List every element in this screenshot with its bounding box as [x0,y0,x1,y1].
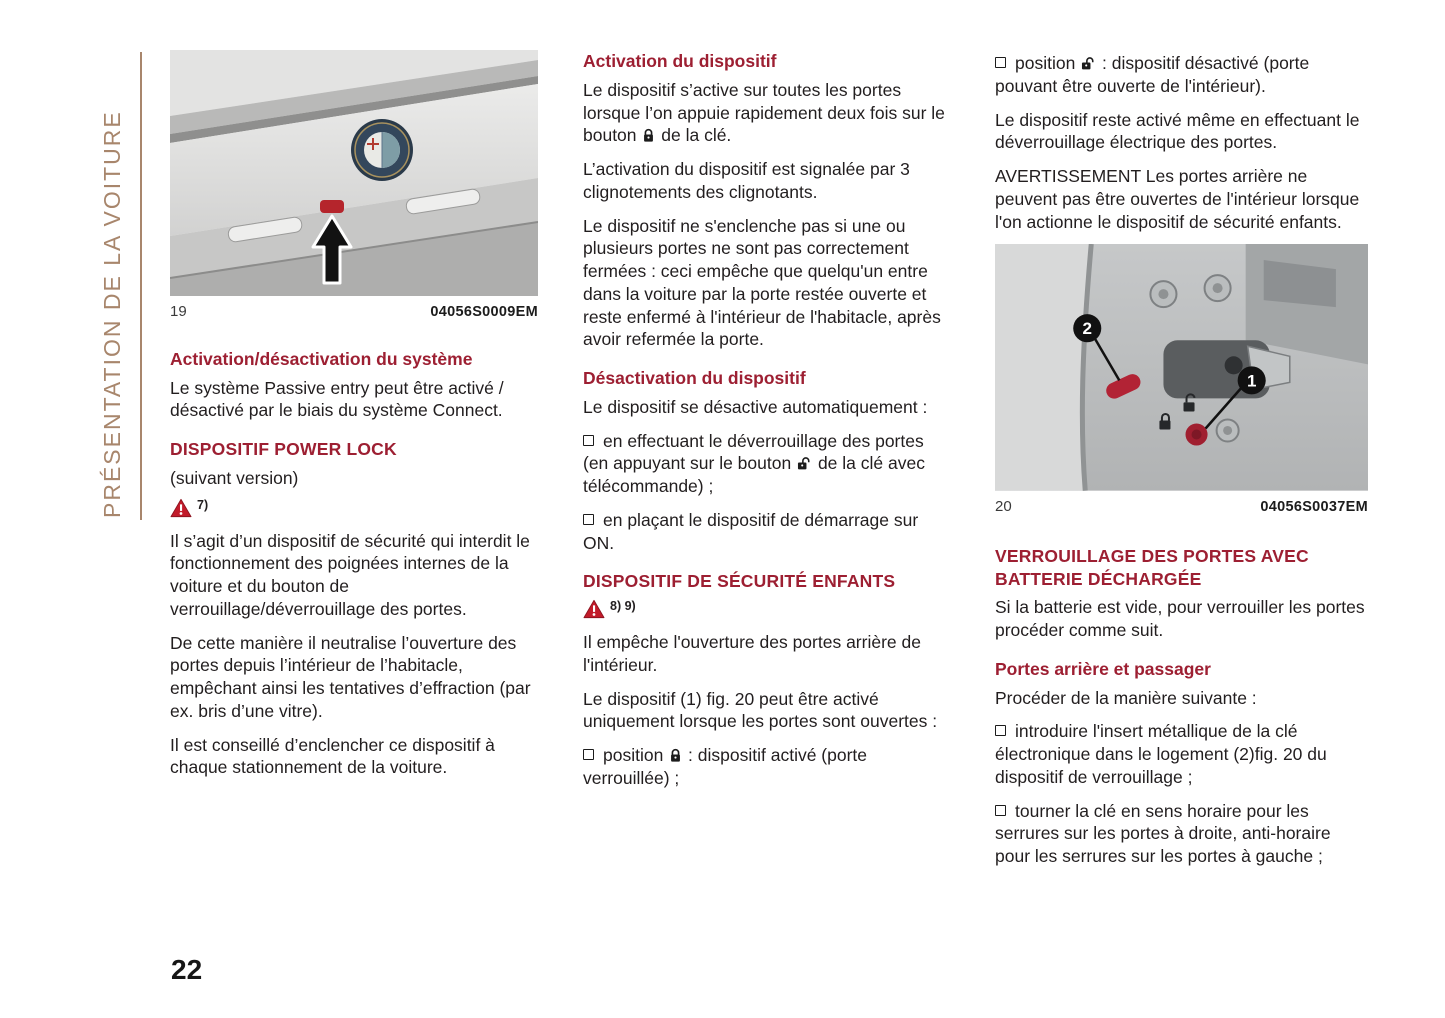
lock-open-icon [1080,52,1097,75]
heading-device-deactivation: Désactivation du dispositif [583,368,806,388]
paragraph: Il s’agit d’un dispositif de sécurité qui interdit le fonctionnement des poignées internes de la voiture et du bouton de verrouillage/déverrouillage des portes. [170,530,530,619]
paragraph: Le dispositif (1) fig. 20 peut être activé uniquement lorsque les portes sont ouvertes : [583,688,938,732]
heading-system-activation: Activation/désactivation du système [170,348,473,369]
paragraph: L’activation du dispositif est signalée par 3 clignotements des clignotants. [583,159,910,202]
column-3 [995,50,1368,879]
figure-number: 20 [995,497,1012,515]
warning-triangle-icon [583,599,605,619]
figure-20-door-lock-photo [995,244,1368,491]
figure-number: 19 [170,303,187,320]
lock-closed-icon [668,744,683,767]
list-item: position : dispositif désactivé (porte pouvant être ouverte de l'intérieur). [995,53,1310,96]
figure-20-caption [995,497,1368,517]
square-bullet-icon [995,725,1006,736]
figure-19-caption [170,302,538,322]
alfa-romeo-badge [351,119,413,181]
version-note: (suivant version) [170,467,299,488]
svg-text:2: 2 [1082,319,1092,339]
paragraph: Si la batterie est vide, pour verrouiller les portes procéder comme suit. [995,597,1365,640]
warning-triangle-icon [170,498,192,518]
lock-closed-icon [641,124,656,147]
trunk-release-button [320,200,344,213]
warning-row [170,498,538,518]
chapter-sidebar-title: PRÉSENTATION DE LA VOITURE [99,110,125,518]
heading-locking-dead-battery: VERROUILLAGE DES PORTES AVEC BATTERIE DÉCHARGÉE [995,545,1309,589]
paragraph: Le système Passive entry peut être activé / désactivé par le biais du système Connect. [170,377,504,421]
paragraph: De cette manière il neutralise l’ouverture des portes depuis l’intérieur de l’habitacle, empêchant ainsi les tentatives d’effraction (par ex. bris d’une vitre). [170,632,531,721]
square-bullet-icon [995,57,1006,68]
heading-power-lock: DISPOSITIF POWER LOCK [170,439,397,460]
list-item: en effectuant le déverrouillage des portes (en appuyant sur le bouton de la clé avec télécommande) ; [583,430,925,496]
square-bullet-icon [995,805,1006,816]
paragraph: Il empêche l'ouverture des portes arrière de l'intérieur. [583,632,921,675]
paragraph: Il est conseillé d’enclencher ce dispositif à chaque stationnement de la voiture. [170,734,495,778]
paragraph: Le dispositif s’active sur toutes les portes lorsque l’on appuie rapidement deux fois sur le bouton de la clé. [583,79,945,146]
figure-code: 04056S0009EM [430,304,538,320]
column-1 [170,50,538,790]
list-item: position : dispositif activé (porte verrouillée) ; [583,745,868,788]
figure-19-trunk-photo [170,50,538,296]
square-bullet-icon [583,749,594,760]
svg-text:1: 1 [1246,371,1257,391]
note-reference: 8) 9) [610,599,636,613]
heading-device-activation: Activation du dispositif [583,51,777,71]
sidebar-rule [140,52,142,520]
square-bullet-icon [583,435,594,446]
note-reference: 7) [197,497,209,512]
list-item: introduire l'insert métallique de la clé électronique dans le logement (2)fig. 20 du dispositif de verrouillage ; [995,721,1327,787]
heading-rear-passenger-doors: Portes arrière et passager [995,658,1211,679]
warning-row [583,599,951,619]
paragraph: AVERTISSEMENT Les portes arrière ne peuvent pas être ouvertes de l'intérieur lorsque l'on actionne le dispositif de sécurité enfants. [995,166,1360,232]
square-bullet-icon [583,514,594,525]
paragraph: Le dispositif ne s'enclenche pas si une ou plusieurs portes ne sont pas correctement fermées : ceci empêche que quelqu'un entre dans la voiture par la porte restée ouverte et reste enfermé à l'intérieur de l'habitacle, après avoir refermée la porte. [583,215,941,350]
paragraph: Le dispositif reste activé même en effectuant le déverrouillage électrique des portes. [995,109,1360,153]
heading-child-safety: DISPOSITIF DE SÉCURITÉ ENFANTS [583,571,896,592]
column-2 [583,50,951,801]
list-item: tourner la clé en sens horaire pour les serrures sur les portes à droite, anti-horaire pour les serrures sur les portes à gauche ; [995,800,1331,866]
lock-open-icon [796,452,813,475]
list-item: en plaçant le dispositif de démarrage sur ON. [583,509,919,553]
page-number: 22 [171,954,203,985]
paragraph: Le dispositif se désactive automatiquement : [583,396,928,417]
figure-code: 04056S0037EM [1260,498,1368,515]
paragraph: Procéder de la manière suivante : [995,687,1257,708]
